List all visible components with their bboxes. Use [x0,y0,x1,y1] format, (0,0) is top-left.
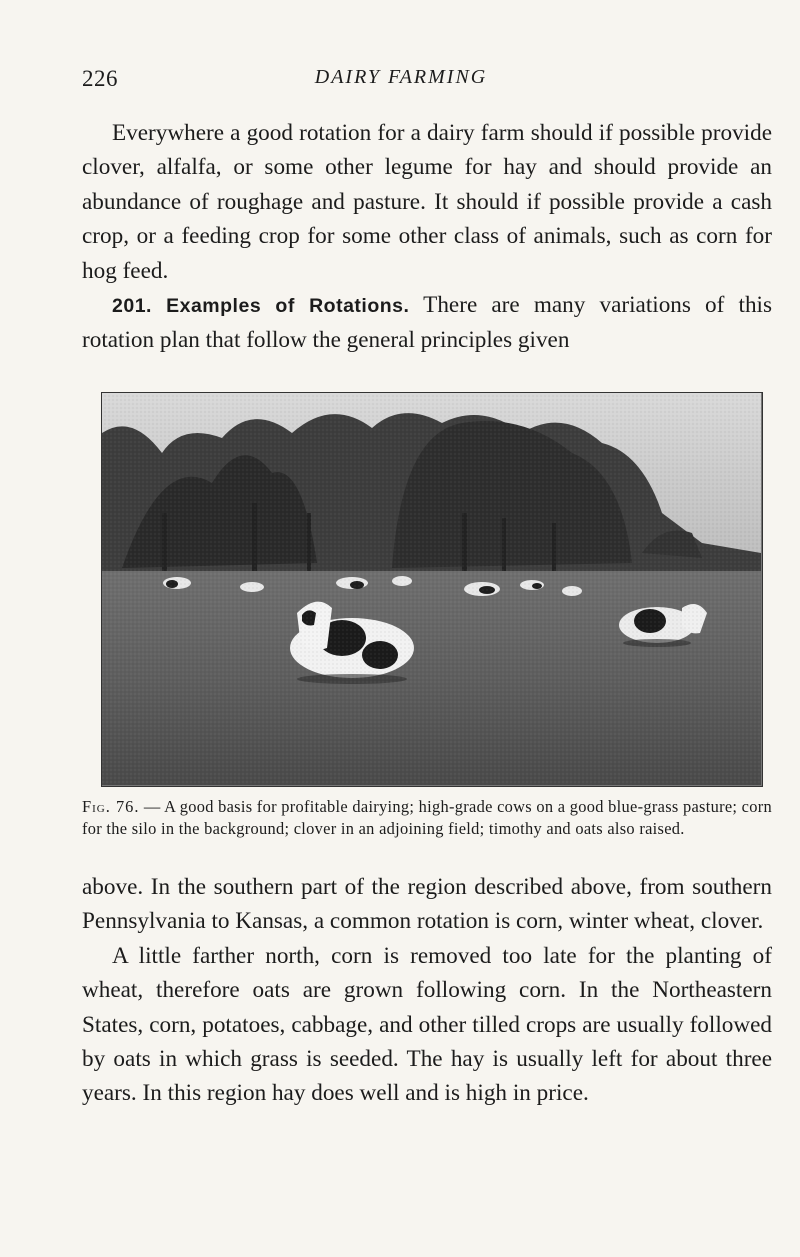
figure-photo [101,392,763,787]
text-block-top [82,116,772,358]
pasture-cows-photo [102,393,761,785]
page-header [82,66,720,96]
running-title: DAIRY FARMING [314,66,488,88]
paragraph: A little farther north, corn is removed too late for the planting of wheat, therefore oats are grown following corn. In the Northeastern States, corn, potatoes, cabbage, and other tilled crops are usually followed by oats in which grass is seeded. The hay is usually left for about three years. In this region hay does well and is high in price. [82,942,772,1107]
paragraph: above. In the southern part of the region described above, from southern Pennsylvania to Kansas, a common rotation is corn, winter wheat, clover. [82,874,772,935]
page-number: 226 [82,66,118,91]
text-block-bottom [82,870,772,1111]
figure-caption [82,796,772,839]
paragraph: Everywhere a good rotation for a dairy farm should if possible provide clover, alfalfa, or some other legume for hay and should provide an abundance of roughage and pasture. It should if possible provide a cash crop, or a feeding crop for some other class of animals, such as corn for hog feed. [82,120,772,284]
section-title: Examples of Rotations. [166,295,410,318]
section-text: There are many variations of this rotation plan that follow the general principles given [82,292,773,354]
section-paragraph [82,288,772,358]
section-number: 201. [112,295,152,318]
figure-label: Fig. 76. [82,797,140,816]
figure-caption-text: — A good basis for profitable dairying; high-grade cows on a good blue-grass pasture; corn for the silo in the background; clover in an adjoining field; timothy and oats also raised. [82,797,772,838]
